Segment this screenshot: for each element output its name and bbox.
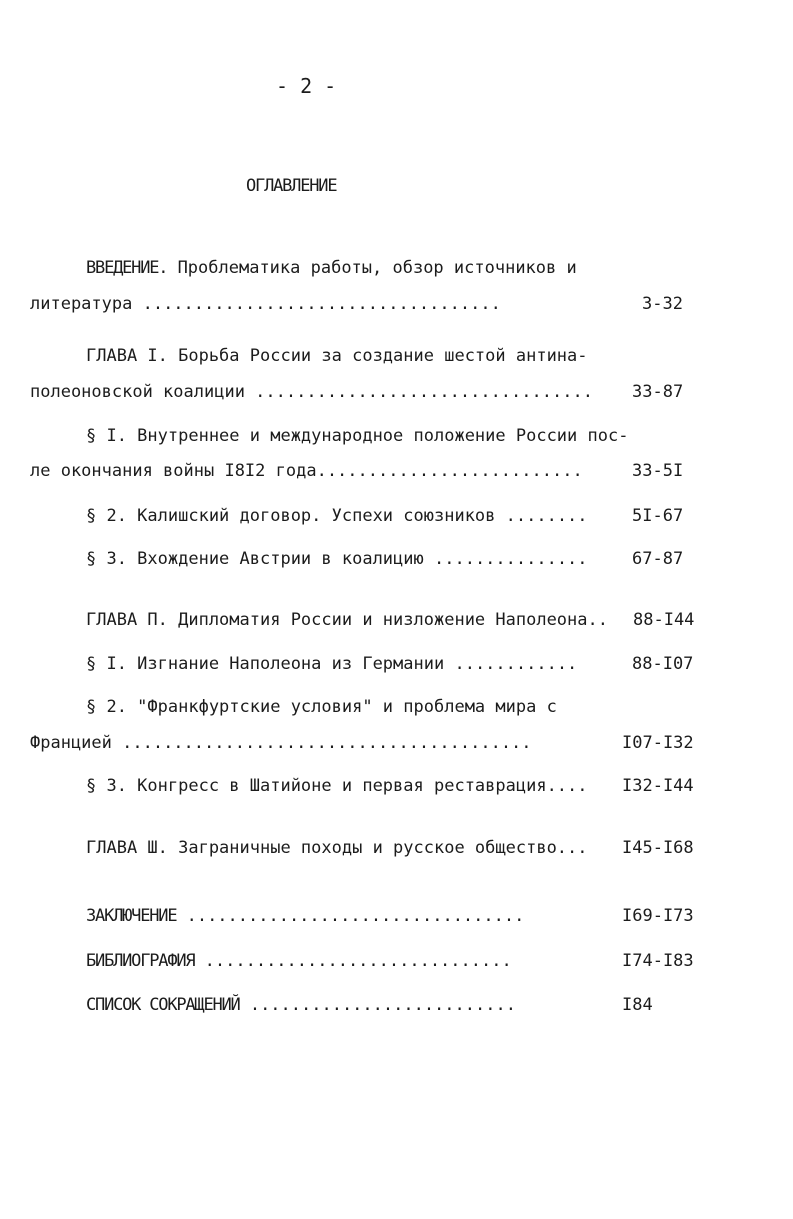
bibliography-leader-dots: .............................. — [194, 951, 512, 971]
ch2-section2-line-2 — [30, 735, 532, 752]
ch2-section1-line — [86, 656, 577, 673]
chapter2-line-1: ГЛАВА П. Дипломатия России и низложение Наполеона.. — [86, 610, 608, 630]
ch1-section1-pages: 33-5I — [632, 461, 684, 481]
ch1-section2-text: § 2. Калишский договор. Успехи союзников — [86, 506, 496, 526]
abbreviations-label: СПИСОК СОКРАЩЕНИЙ — [86, 995, 240, 1015]
ch1-section1-leader-dots: .......................... — [316, 461, 583, 481]
page-number: - 2 - — [276, 74, 337, 98]
abbreviations-line — [86, 997, 516, 1014]
conclusion-pages: I69-I73 — [622, 906, 694, 926]
conclusion-line — [86, 908, 524, 925]
bibliography-label: БИБЛИОГРАФИЯ — [86, 951, 195, 971]
chapter1-text-2: полеоновской коалиции — [30, 382, 245, 402]
ch2-section3-line: § 3. Конгресс в Шатийоне и первая реставрация.... — [86, 776, 588, 796]
intro-line-2 — [30, 296, 501, 313]
conclusion-leader-dots: ................................. — [176, 906, 525, 926]
abbreviations-pages: I84 — [622, 995, 653, 1015]
intro-label: ВВЕДЕНИЕ. — [86, 258, 168, 278]
ch1-section2-leader-dots: ........ — [495, 506, 588, 526]
ch2-section1-pages: 88-I07 — [632, 654, 694, 674]
ch2-section1-text: § I. Изгнание Наполеона из Германии — [86, 654, 445, 674]
ch2-section3-pages: I32-I44 — [622, 776, 694, 796]
conclusion-label: ЗАКЛЮЧЕНИЕ — [86, 906, 177, 926]
ch1-section2-pages: 5I-67 — [632, 506, 684, 526]
chapter2-pages: 88-I44 — [633, 610, 695, 630]
ch1-section2-line — [86, 508, 588, 525]
ch1-section3-pages: 67-87 — [632, 549, 684, 569]
ch1-section3-leader-dots: ............... — [423, 549, 588, 569]
ch2-section1-leader-dots: ............ — [444, 654, 578, 674]
chapter3-line: ГЛАВА Ш. Заграничные походы и русское общество... — [86, 838, 588, 858]
abbreviations-leader-dots: .......................... — [239, 995, 516, 1015]
intro-pages: 3-32 — [642, 294, 683, 314]
intro-text-2: литература — [30, 294, 133, 314]
ch2-section2-pages: I07-I32 — [622, 733, 694, 753]
ch1-section1-line-1: § I. Внутреннее и международное положение России пос- — [86, 426, 629, 446]
intro-line-1 — [86, 260, 577, 277]
ch2-section2-line-1: § 2. "Франкфуртские условия" и проблема мира с — [86, 697, 557, 717]
ch1-section3-text: § 3. Вхождение Австрии в коалицию — [86, 549, 424, 569]
bibliography-line — [86, 953, 512, 970]
ch1-section3-line — [86, 551, 588, 568]
chapter1-pages: 33-87 — [632, 382, 684, 402]
chapter3-pages: I45-I68 — [622, 838, 694, 858]
bibliography-pages: I74-I83 — [622, 951, 694, 971]
ch1-section1-text-2: ле окончания войны I8I2 года — [30, 461, 317, 481]
ch2-section2-leader-dots: ........................................ — [111, 733, 532, 753]
intro-text-1: Проблематика работы, обзор источников и — [167, 258, 577, 278]
chapter1-line-2 — [30, 384, 593, 401]
toc-title: ОГЛАВЛЕНИЕ — [246, 176, 337, 196]
intro-leader-dots: ................................... — [132, 294, 501, 314]
chapter1-line-1: ГЛАВА I. Борьба России за создание шестой антина- — [86, 346, 588, 366]
ch1-section1-line-2 — [30, 463, 583, 480]
ch2-section2-text-2: Францией — [30, 733, 112, 753]
chapter1-leader-dots: ................................. — [244, 382, 593, 402]
